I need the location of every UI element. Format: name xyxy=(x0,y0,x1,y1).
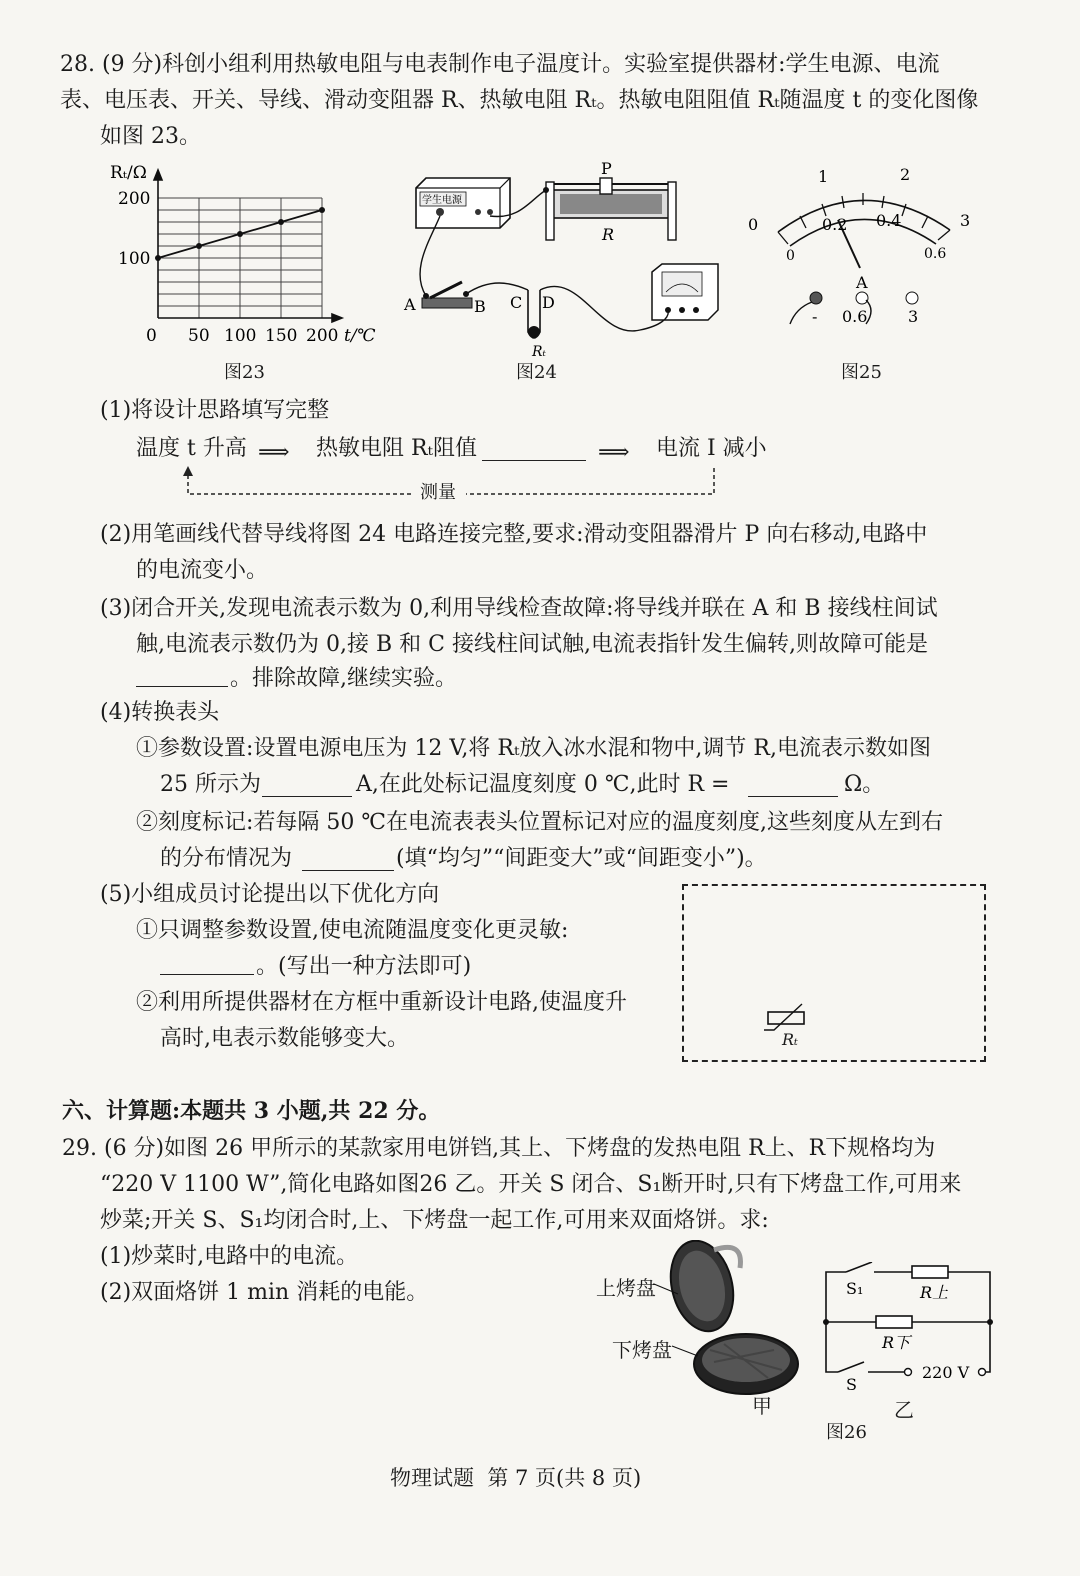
fig23-ytick-100: 100 xyxy=(118,249,151,269)
label-upper-plate: 上烤盘 xyxy=(596,1276,656,1300)
terminal-06: 0.6 xyxy=(842,307,868,326)
part1-flow-c: 电流 I 减小 xyxy=(656,436,767,461)
lower-pointer xyxy=(672,1346,698,1356)
label-D: D xyxy=(542,293,555,312)
fig23-ylabel: Rₜ/Ω xyxy=(110,163,147,183)
fig24-caption: 图24 xyxy=(516,362,557,383)
part4-1-pre: 25 所示为 xyxy=(160,772,261,797)
label-Rt: Rₜ xyxy=(532,344,546,360)
fig23-xtick-200: 200 xyxy=(306,326,339,346)
label-R-upper: R上 xyxy=(920,1283,949,1302)
label-voltage: 220 V xyxy=(922,1363,970,1382)
box-label: Rₜ xyxy=(782,1030,798,1049)
part1-flow-a: 温度 t 升高 xyxy=(136,436,247,461)
part4-resistance-blank[interactable] xyxy=(748,770,838,797)
terminal-minus: - xyxy=(812,307,818,326)
part5-1-line-2: 。(写出一种方法即可) xyxy=(256,954,472,979)
part1-blank[interactable] xyxy=(482,434,586,461)
section6-heading: 六、计算题:本题共 3 小题,共 22 分。 xyxy=(62,1098,441,1124)
label-C: C xyxy=(510,293,523,312)
fig23-xtick-150: 150 xyxy=(265,326,298,346)
part5-blank[interactable] xyxy=(160,948,254,975)
label-yi: 乙 xyxy=(894,1398,914,1422)
label-lower-plate: 下烤盘 xyxy=(612,1338,672,1362)
fig23-xlabel: t/℃ xyxy=(344,326,376,346)
fig25-caption: 图25 xyxy=(841,362,882,383)
part4-1-mid: A,在此处标记温度刻度 0 ℃,此时 R = xyxy=(356,772,730,797)
bottom-scale-06: 0.6 xyxy=(924,246,947,262)
fig25-dial xyxy=(738,160,988,335)
q29-part-1: (1)炒菜时,电路中的电流。 xyxy=(100,1244,359,1269)
fig23-caption: 图23 xyxy=(224,362,265,383)
thermistor-symbol-icon xyxy=(762,1002,812,1032)
part5-title: (5)小组成员讨论提出以下优化方向 xyxy=(100,882,440,907)
bottom-scale-02: 0.2 xyxy=(822,215,848,234)
q29-line-2: “220 V 1100 W”,简化电路如图26 乙。开关 S 闭合、S₁断开时,只有下烤盘工作,可用来 xyxy=(100,1172,962,1197)
loop-label: 测量 xyxy=(420,482,456,503)
part4-current-blank[interactable] xyxy=(262,770,352,797)
label-B: B xyxy=(474,297,486,316)
label-A: A xyxy=(404,295,416,314)
q28-line-2: 表、电压表、开关、导线、滑动变阻器 R、热敏电阻 Rₜ。热敏电阻阻值 Rₜ随温度 t 的变化图像 xyxy=(60,88,979,113)
label-R: R xyxy=(602,225,615,244)
part3-line-3: 。排除故障,继续实验。 xyxy=(230,666,457,691)
part4-1-line-1: ①参数设置:设置电源电压为 12 V,将 Rₜ放入冰水混和物中,调节 R,电流表示数如图 xyxy=(136,736,931,761)
switch-S-icon xyxy=(838,1362,864,1372)
part4-title: (4)转换表头 xyxy=(100,700,220,725)
switch-S1-icon xyxy=(846,1262,872,1272)
part2-line-1: (2)用笔画线代替导线将图 24 电路连接完整,要求:滑动变阻器滑片 P 向右移动,电路中 xyxy=(100,522,928,547)
label-P: P xyxy=(601,160,612,178)
page-footer: 物理试题 第 7 页(共 8 页) xyxy=(390,1466,642,1490)
resistor-upper-icon xyxy=(912,1266,948,1278)
q28-line-3: 如图 23。 xyxy=(100,124,201,149)
part3-line-1: (3)闭合开关,发现电流表示数为 0,利用导线检查故障:将导线并联在 A 和 B 接线柱间试 xyxy=(100,596,938,621)
q29-line-3: 炒菜;开关 S、S₁均闭合时,上、下烤盘一起工作,可用来双面烙饼。求: xyxy=(100,1208,769,1233)
label-jia: 甲 xyxy=(752,1394,772,1418)
part4-distribution-blank[interactable] xyxy=(302,844,394,871)
ammeter xyxy=(652,264,718,320)
part5-2-line-1: ②利用所提供器材在方框中重新设计电路,使温度升 xyxy=(136,990,627,1015)
fig26-circuit xyxy=(816,1262,1002,1392)
part5-1-line-1: ①只调整参数设置,使电流随温度变化更灵敏: xyxy=(136,918,569,943)
bottom-scale-04: 0.4 xyxy=(876,211,902,230)
bottom-scale-0: 0 xyxy=(786,248,795,264)
griddle-photo xyxy=(662,1240,798,1394)
part5-2-line-2: 高时,电表示数能够变大。 xyxy=(160,1026,409,1051)
fig23-xtick-100: 100 xyxy=(224,326,257,346)
part2-line-2: 的电流变小。 xyxy=(136,558,269,583)
part4-2-pre: 的分布情况为 xyxy=(160,846,293,871)
fig23-grid xyxy=(158,198,322,318)
fig26-griddle xyxy=(594,1240,814,1420)
top-scale-0: 0 xyxy=(748,215,759,234)
q28-line-1: 28. (9 分)科创小组利用热敏电阻与电表制作电子温度计。实验室提供器材:学生电源、电流 xyxy=(60,52,940,77)
fig23-graph xyxy=(100,158,390,358)
arrow-icon-2: ⟹ xyxy=(598,440,630,465)
part4-2-post: (填“均匀”“间距变大”或“间距变小”)。 xyxy=(396,846,767,871)
resistor-lower-icon xyxy=(876,1316,912,1328)
top-scale-3: 3 xyxy=(960,211,971,230)
q29-line-1: 29. (6 分)如图 26 甲所示的某款家用电饼铛,其上、下烤盘的发热电阻 R上、R下规格均为 xyxy=(62,1136,936,1161)
part4-1-post: Ω。 xyxy=(844,772,885,797)
switch xyxy=(422,282,472,308)
part4-2-line-1: ②刻度标记:若每隔 50 ℃在电流表表头位置标记对应的温度刻度,这些刻度从左到右 xyxy=(136,810,943,835)
label-S1: S₁ xyxy=(846,1279,864,1298)
q29-part-2: (2)双面烙饼 1 min 消耗的电能。 xyxy=(100,1280,429,1305)
power-label: 学生电源 xyxy=(422,195,462,206)
top-scale-2: 2 xyxy=(900,165,911,184)
fig24-apparatus xyxy=(400,160,730,360)
terminal-3: 3 xyxy=(908,307,919,326)
fig26-caption: 图26 xyxy=(826,1422,867,1443)
thermistor xyxy=(528,290,540,338)
part1-flow-b: 热敏电阻 Rₜ阻值 xyxy=(316,436,477,461)
fig23-xtick-50: 50 xyxy=(188,326,210,346)
dial-unit: A xyxy=(856,273,868,292)
label-R-lower: R下 xyxy=(882,1333,911,1352)
label-S: S xyxy=(846,1375,857,1392)
fig23-ytick-200: 200 xyxy=(118,189,151,209)
fig23-xtick-0: 0 xyxy=(146,326,157,346)
design-box[interactable] xyxy=(682,884,986,1062)
top-scale-1: 1 xyxy=(818,167,829,186)
part1-title: (1)将设计思路填写完整 xyxy=(100,398,330,423)
arrow-icon-1: ⟹ xyxy=(258,440,290,465)
part3-line-2: 触,电流表示数仍为 0,接 B 和 C 接线柱间试触,电流表指针发生偏转,则故障可能是 xyxy=(136,632,928,657)
part3-blank[interactable] xyxy=(136,660,228,687)
